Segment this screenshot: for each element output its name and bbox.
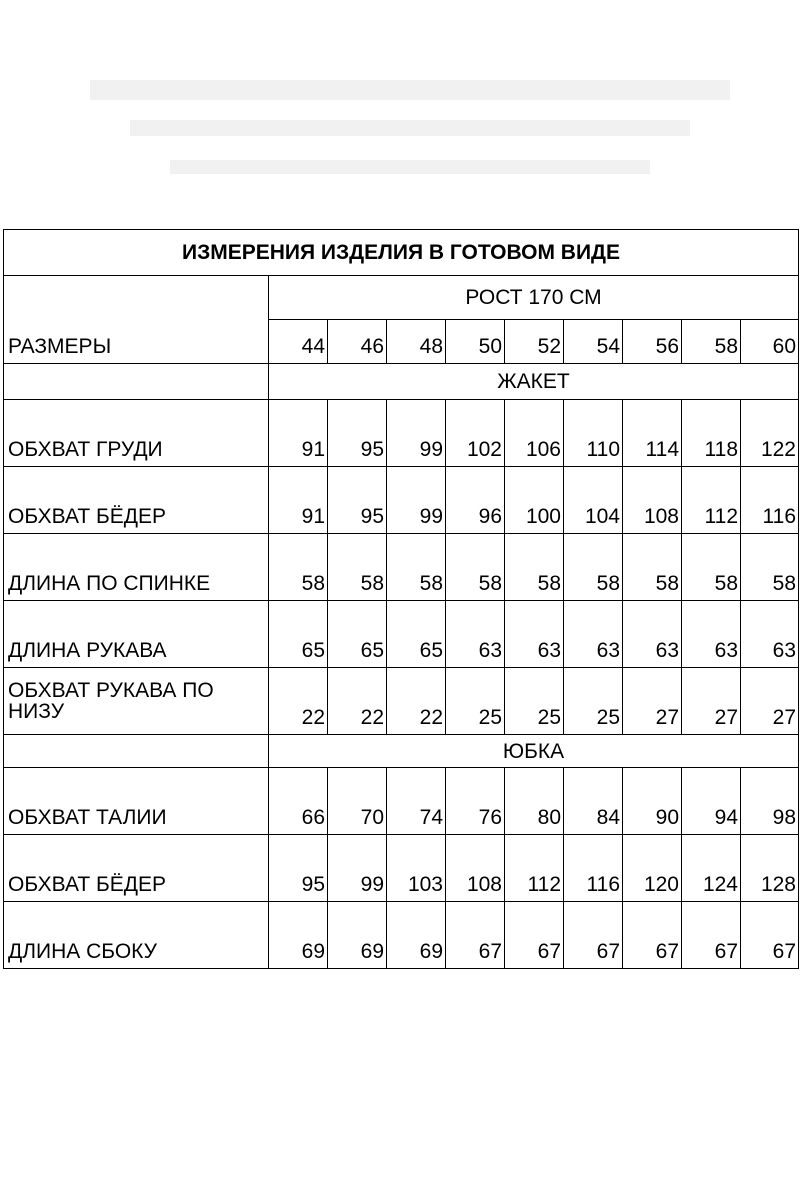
value-cell: 110 — [564, 400, 623, 467]
row-label: ОБХВАТ ТАЛИИ — [4, 768, 269, 835]
value-cell: 58 — [328, 534, 387, 601]
section-row-skirt — [4, 735, 799, 768]
height-label: РОСТ 170 СМ — [269, 276, 799, 320]
row-label: ДЛИНА ПО СПИНКЕ — [4, 534, 269, 601]
row-label: ДЛИНА СБОКУ — [4, 902, 269, 969]
value-cell: 69 — [328, 902, 387, 969]
table-row — [4, 534, 799, 601]
height-row — [4, 276, 799, 320]
value-cell: 58 — [682, 534, 741, 601]
size-cell: 58 — [682, 320, 741, 364]
value-cell: 67 — [682, 902, 741, 969]
table-row — [4, 768, 799, 835]
value-cell: 22 — [328, 668, 387, 735]
value-cell: 58 — [741, 534, 799, 601]
value-cell: 63 — [564, 601, 623, 668]
value-cell: 98 — [741, 768, 799, 835]
value-cell: 58 — [446, 534, 505, 601]
value-cell: 118 — [682, 400, 741, 467]
value-cell: 67 — [741, 902, 799, 969]
value-cell: 95 — [269, 835, 328, 902]
value-cell: 69 — [269, 902, 328, 969]
value-cell: 25 — [564, 668, 623, 735]
value-cell: 67 — [623, 902, 682, 969]
value-cell: 63 — [741, 601, 799, 668]
value-cell: 94 — [682, 768, 741, 835]
row-label — [4, 668, 269, 735]
value-cell: 99 — [328, 835, 387, 902]
value-cell: 63 — [446, 601, 505, 668]
table-row — [4, 902, 799, 969]
table-row — [4, 835, 799, 902]
row-label: ДЛИНА РУКАВА — [4, 601, 269, 668]
table-title: ИЗМЕРЕНИЯ ИЗДЕЛИЯ В ГОТОВОМ ВИДЕ — [4, 230, 799, 276]
size-cell: 54 — [564, 320, 623, 364]
value-cell: 63 — [623, 601, 682, 668]
value-cell: 112 — [682, 467, 741, 534]
value-cell: 58 — [387, 534, 446, 601]
size-cell: 46 — [328, 320, 387, 364]
value-cell: 99 — [387, 467, 446, 534]
value-cell: 67 — [446, 902, 505, 969]
table-row — [4, 400, 799, 467]
row-label-line1: ОБХВАТ РУКАВА ПО — [8, 679, 214, 702]
size-cell: 48 — [387, 320, 446, 364]
value-cell: 128 — [741, 835, 799, 902]
sizes-label: РАЗМЕРЫ — [4, 276, 269, 364]
table-row — [4, 668, 799, 735]
value-cell: 58 — [564, 534, 623, 601]
row-label: ОБХВАТ БЁДЕР — [4, 835, 269, 902]
table-row — [4, 601, 799, 668]
value-cell: 95 — [328, 467, 387, 534]
value-cell: 100 — [505, 467, 564, 534]
value-cell: 63 — [505, 601, 564, 668]
row-label: ОБХВАТ ГРУДИ — [4, 400, 269, 467]
value-cell: 22 — [269, 668, 328, 735]
value-cell: 103 — [387, 835, 446, 902]
table-row — [4, 467, 799, 534]
value-cell: 67 — [564, 902, 623, 969]
value-cell: 63 — [682, 601, 741, 668]
value-cell: 108 — [446, 835, 505, 902]
value-cell: 114 — [623, 400, 682, 467]
value-cell: 65 — [328, 601, 387, 668]
value-cell: 84 — [564, 768, 623, 835]
blank-cell — [4, 735, 269, 768]
value-cell: 69 — [387, 902, 446, 969]
value-cell: 116 — [741, 467, 799, 534]
value-cell: 80 — [505, 768, 564, 835]
section-title-jacket: ЖАКЕТ — [269, 364, 799, 400]
value-cell: 27 — [741, 668, 799, 735]
section-row-jacket — [4, 364, 799, 400]
value-cell: 120 — [623, 835, 682, 902]
value-cell: 58 — [505, 534, 564, 601]
value-cell: 74 — [387, 768, 446, 835]
value-cell: 65 — [387, 601, 446, 668]
row-label: ОБХВАТ БЁДЕР — [4, 467, 269, 534]
value-cell: 91 — [269, 400, 328, 467]
value-cell: 116 — [564, 835, 623, 902]
value-cell: 124 — [682, 835, 741, 902]
size-cell: 52 — [505, 320, 564, 364]
value-cell: 58 — [623, 534, 682, 601]
value-cell: 66 — [269, 768, 328, 835]
size-cell: 60 — [741, 320, 799, 364]
value-cell: 104 — [564, 467, 623, 534]
size-cell: 56 — [623, 320, 682, 364]
value-cell: 102 — [446, 400, 505, 467]
value-cell: 65 — [269, 601, 328, 668]
size-cell: 50 — [446, 320, 505, 364]
value-cell: 91 — [269, 467, 328, 534]
value-cell: 67 — [505, 902, 564, 969]
value-cell: 27 — [623, 668, 682, 735]
value-cell: 95 — [328, 400, 387, 467]
row-label-line2: НИЗУ — [8, 700, 65, 723]
value-cell: 106 — [505, 400, 564, 467]
value-cell: 22 — [387, 668, 446, 735]
value-cell: 112 — [505, 835, 564, 902]
title-row — [4, 230, 799, 276]
section-title-skirt: ЮБКА — [269, 735, 799, 768]
value-cell: 25 — [446, 668, 505, 735]
value-cell: 25 — [505, 668, 564, 735]
value-cell: 90 — [623, 768, 682, 835]
value-cell: 27 — [682, 668, 741, 735]
value-cell: 58 — [269, 534, 328, 601]
watermark-graphic — [90, 70, 730, 210]
blank-cell — [4, 364, 269, 400]
value-cell: 76 — [446, 768, 505, 835]
size-cell: 44 — [269, 320, 328, 364]
value-cell: 108 — [623, 467, 682, 534]
measurements-table — [3, 229, 799, 969]
value-cell: 122 — [741, 400, 799, 467]
value-cell: 99 — [387, 400, 446, 467]
value-cell: 96 — [446, 467, 505, 534]
value-cell: 70 — [328, 768, 387, 835]
